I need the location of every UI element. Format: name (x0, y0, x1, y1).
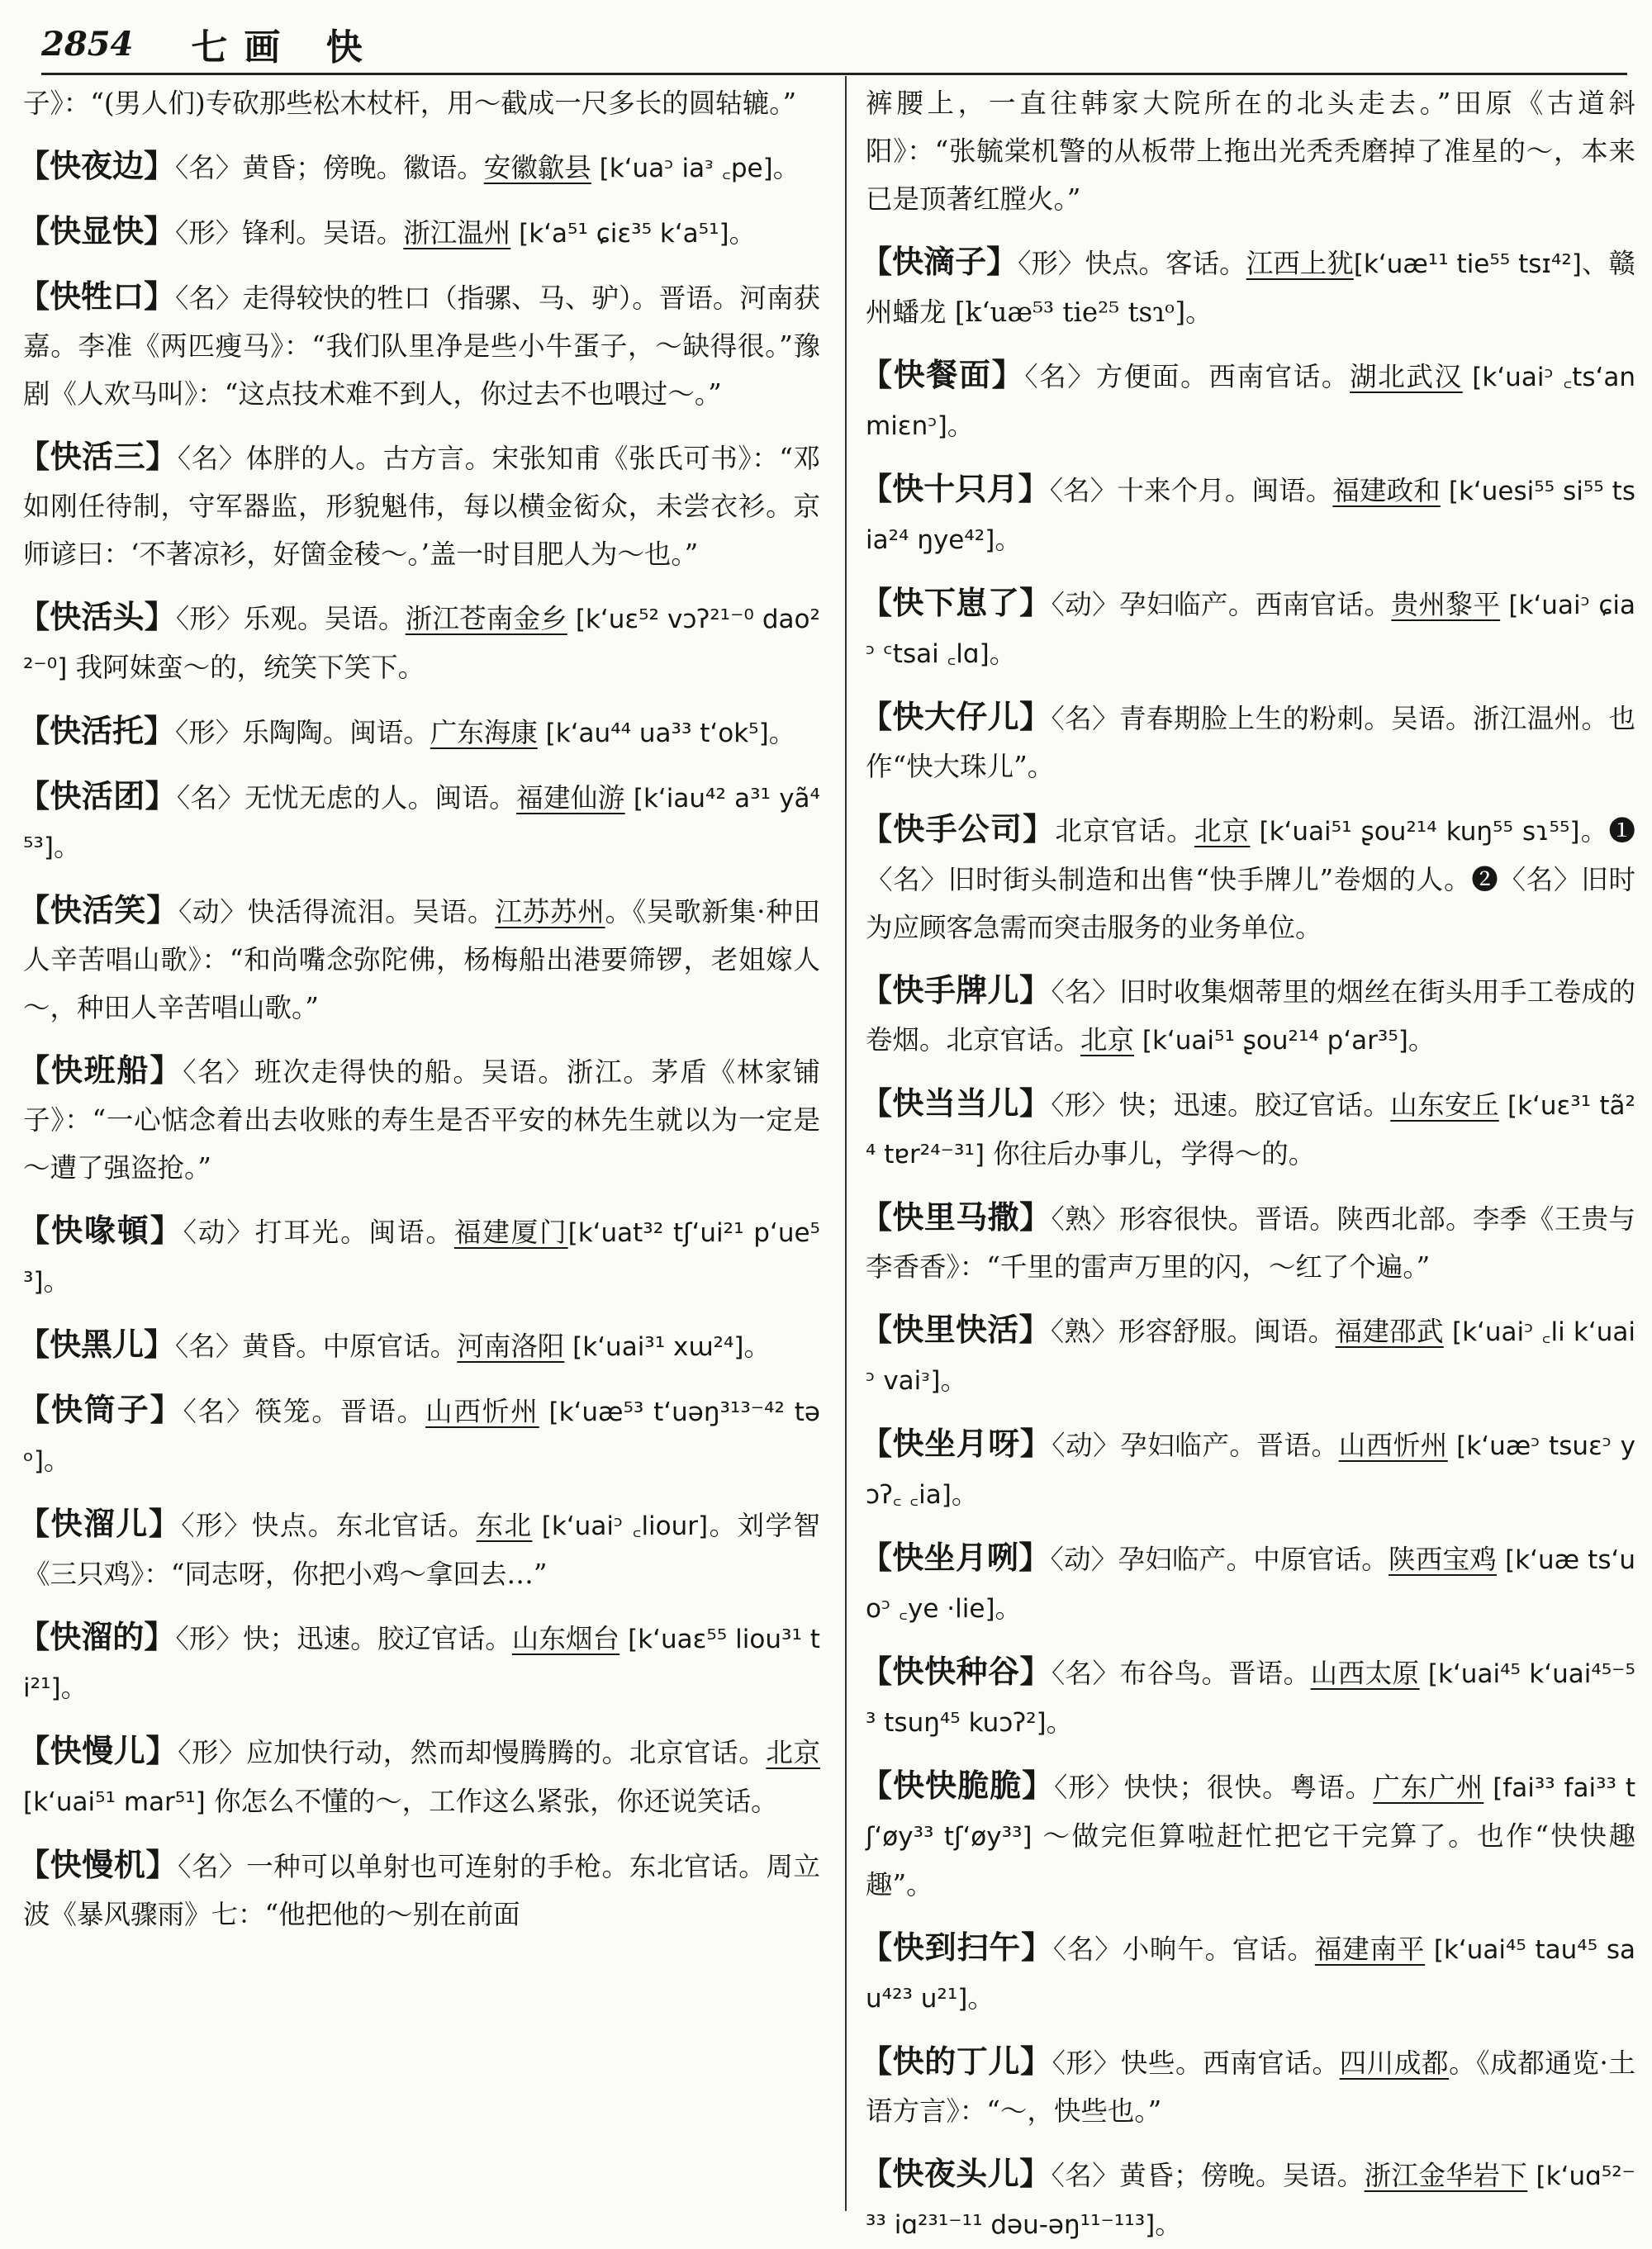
entry-remainder: 。《成都通览·土语方言》：“～，快些也。” (866, 2047, 1635, 2127)
dictionary-entry (18, 1321, 820, 1371)
entry-definition: 〈名〉黄昏；傍晚。吴语。 (1051, 2160, 1365, 2191)
entry-remainder: 。 (995, 524, 1022, 555)
entry-definition: 〈名〉青春期脸上生的粉刺。吴语。浙江温州。也作“快大珠儿”。 (866, 703, 1635, 782)
entry-headword: 【快手牌儿】 (861, 971, 1051, 1008)
entry-definition: 〈名〉班次走得快的船。吴语。浙江。茅盾《林家铺子》：“一心惦念着出去收账的寿生是否平安的林先生就以为一定是～遭了强盗抢。” (23, 1056, 820, 1184)
dictionary-entry (861, 1306, 1635, 1405)
entry-location: 浙江苍南金乡 (405, 603, 567, 634)
entry-continuation (866, 79, 1635, 223)
entry-pronunciation: [k‘uɛ⁵² vɔʔ²¹⁻⁰ dao²²⁻⁰] (23, 605, 820, 683)
entry-definition: 〈名〉无忧无虑的人。闽语。 (176, 782, 517, 814)
entry-headword: 【快快种谷】 (861, 1653, 1051, 1690)
entry-remainder: 。 (989, 638, 1017, 669)
entry-remainder: 。 (1408, 1024, 1436, 1056)
entry-remainder: ～做完佢算啦赶忙把它干完算了。也作“快快趣趣”。 (866, 1820, 1635, 1900)
entry-headword: 【快溜儿】 (18, 1505, 182, 1542)
entry-headword: 【快活头】 (18, 598, 176, 635)
entry-location: 山东烟台 (511, 1623, 620, 1654)
entry-headword: 【快筒子】 (18, 1391, 183, 1428)
entry-location: 北京 (1080, 1024, 1135, 1056)
entry-remainder: 你往后办事儿，学得～的。 (984, 1138, 1316, 1170)
entry-headword: 【快喙頓】 (18, 1212, 183, 1249)
entry-remainder: 。 (768, 717, 796, 748)
entry-headword: 【快到扫午】 (861, 1929, 1053, 1966)
entry-pronunciation: [k‘uai⁴⁵ tau⁴⁵ sau⁴²³ u²¹] (866, 1935, 1635, 2014)
entry-headword: 【快夜头儿】 (861, 2155, 1051, 2192)
dictionary-entry (18, 593, 820, 692)
entry-headword: 【快手公司】 (861, 810, 1056, 847)
page-number: 2854 (41, 24, 134, 64)
entry-remainder: 你怎么不懂的～，工作这么紧张，你还说笑话。 (205, 1786, 778, 1817)
entry-pronunciation: [k‘uaɛ⁵⁵ liou³¹ ti²¹] (23, 1625, 820, 1703)
entry-definition: 〈形〉快；迅速。胶辽官话。 (175, 1623, 512, 1654)
entry-remainder: 。 (995, 1592, 1023, 1624)
entry-definition: 〈名〉筷笼。晋语。 (183, 1396, 426, 1427)
dictionary-entry (18, 1500, 820, 1598)
entry-location: 福建仙游 (516, 782, 625, 814)
entry-headword: 【快里快活】 (861, 1311, 1051, 1348)
entry-headword: 【快坐月呀】 (861, 1425, 1052, 1462)
entry-headword: 【快牲口】 (18, 278, 176, 315)
entry-definition: 〈形〉快快；很快。粤语。 (1054, 1772, 1374, 1803)
entry-pronunciation: [k‘uesi⁵⁵ si⁵⁵ tsia²⁴ ŋye⁴²] (866, 477, 1635, 555)
entry-pronunciation: [k‘uat³² tʃ‘ui²¹ p‘ue⁵³] (23, 1218, 820, 1297)
entry-pronunciation: [k‘uai⁵¹ mar⁵¹] (23, 1787, 206, 1817)
entry-pronunciation: [k‘uaiᵓ ꜀ts‘an miɛnᵓ] (866, 363, 1635, 441)
entry-headword: 【快黑儿】 (18, 1326, 176, 1363)
entry-pronunciation: [k‘uaiᵓ ɕiaᵓ ᶜtsai ꜀lɑ] (866, 591, 1635, 669)
dictionary-entry (18, 433, 820, 578)
entry-pronunciation: [k‘uæ¹¹ tie⁵⁵ tsɪ⁴²] (1353, 249, 1582, 279)
dictionary-entry (861, 693, 1635, 790)
entry-remainder: 。 (60, 1672, 88, 1703)
page-header (41, 15, 1627, 75)
column-divider (845, 76, 847, 2211)
entry-definition: 〈熟〉形容舒服。闽语。 (1050, 1316, 1336, 1347)
entry-remainder: 。 (1155, 2209, 1182, 2240)
entry-remainder: 。刘学智《三只鸡》：“同志呀，你把小鸡～拿回去…” (23, 1510, 820, 1590)
entry-definition: 〈形〉快点。客话。 (1018, 248, 1246, 279)
entry-pronunciation: [k‘uai³¹ xɯ²⁴] (564, 1332, 744, 1362)
entry-remainder: 。 (967, 1982, 995, 2014)
entry-location: 河南洛阳 (457, 1331, 565, 1362)
entry-location: 东北 (476, 1510, 533, 1541)
entry-location: 福建邵武 (1335, 1316, 1444, 1347)
entry-headword: 【快夜边】 (18, 147, 176, 184)
entry-definition: 〈动〉快活得流泪。吴语。 (178, 896, 496, 928)
entry-remainder: 、赣州蟠龙 [k‘uæ⁵³ tie²⁵ tsɿᵒ]。 (866, 248, 1635, 328)
entry-headword: 【快班船】 (18, 1051, 183, 1089)
dictionary-entry (18, 207, 820, 258)
entry-remainder: 。 (940, 1364, 968, 1396)
entry-headword: 【快的丁儿】 (861, 2043, 1052, 2080)
entry-definition: 〈名〉小晌午。官话。 (1052, 1933, 1315, 1965)
entry-definition: 〈形〉乐观。吴语。 (175, 603, 406, 634)
entry-definition: 〈名〉体胖的人。古方言。宋张知甫《张氏可书》：“邓如刚任待制，守军器监，形貌魁伟，每以横金衒众，未尝衣衫。京师谚曰：‘不著凉衫，好箇金稜～。’盖一时目肥人为～也。” (23, 443, 820, 570)
entry-definition: 〈名〉布谷鸟。晋语。 (1051, 1658, 1311, 1689)
entry-location: 湖北武汉 (1350, 361, 1463, 392)
entry-headword: 【快显快】 (18, 212, 176, 249)
dictionary-entry (18, 1386, 820, 1485)
entry-location: 江苏苏州 (495, 896, 605, 928)
entry-location: 福建南平 (1314, 1933, 1426, 1965)
entry-location: 山西忻州 (1338, 1430, 1448, 1461)
entry-headword: 【快坐月咧】 (861, 1539, 1051, 1576)
entry-headword: 【快慢儿】 (18, 1732, 178, 1769)
entry-pronunciation: [k‘uɑ⁵²⁻³³ iɑ²³¹⁻¹¹ dəu-əŋ¹¹⁻¹¹³] (866, 2161, 1635, 2240)
entry-definition: 〈形〉锋利。吴语。 (175, 217, 404, 249)
entry-definition: 〈形〉乐陶陶。闽语。 (175, 717, 430, 748)
entry-pronunciation: [k‘uai⁵¹ ʂou²¹⁴ kuŋ⁵⁵ sɿ⁵⁵] (1250, 817, 1580, 847)
dictionary-entry (861, 1193, 1635, 1291)
entry-pronunciation: [k‘iau⁴² a³¹ yã⁴⁵³] (23, 784, 820, 862)
entry-pronunciation: [k‘uai⁴⁵ k‘uai⁴⁵⁻⁵³ tsuŋ⁴⁵ kuɔʔ²] (866, 1659, 1635, 1738)
entry-location: 四川成都 (1339, 2047, 1450, 2079)
entry-headword: 【快活三】 (18, 438, 178, 475)
dictionary-entry (861, 2038, 1635, 2135)
entry-remainder: 。 (729, 217, 757, 249)
dictionary-entry (18, 707, 820, 757)
entry-location: 福建厦门 (453, 1217, 568, 1248)
entry-definition: 〈形〉快；迅速。胶辽官话。 (1051, 1089, 1391, 1121)
entry-location: 山西忻州 (425, 1396, 539, 1427)
entry-definition: 〈熟〉形容很快。晋语。陕西北部。李季《王贵与李香香》：“千里的雷声万里的闪，～红了个遍。” (866, 1203, 1635, 1283)
entry-definition: 〈形〉快些。西南官话。 (1051, 2047, 1340, 2079)
entry-definition: 〈动〉孕妇临产。晋语。 (1051, 1430, 1339, 1461)
dictionary-entry (861, 1648, 1635, 1747)
dictionary-entry (861, 579, 1635, 678)
entry-pronunciation: [k‘uai⁵¹ ʂou²¹⁴ p‘ar³⁵] (1134, 1026, 1408, 1056)
left-column (18, 79, 820, 2218)
entry-definition: 子》：“(男人们)专砍那些松木杖杆，用～截成一尺多长的圆轱辘。” (23, 88, 797, 119)
entry-pronunciation: [k‘uæᵓ tsuɛᵓ yɔʔ꜀ ꜀ia] (866, 1431, 1635, 1510)
entry-headword: 【快大仔儿】 (861, 698, 1051, 735)
entry-headword: 【快慢机】 (18, 1846, 178, 1883)
entry-continuation (23, 79, 820, 127)
dictionary-entry (861, 966, 1635, 1065)
dictionary-entry (861, 2150, 1635, 2249)
dictionary-entry (18, 1727, 820, 1826)
entry-definition: 北京官话。 (1055, 815, 1194, 847)
entry-headword: 【快十只月】 (861, 470, 1050, 507)
entry-headword: 【快餐面】 (861, 356, 1025, 393)
entry-remainder: 。 (772, 152, 800, 183)
entry-remainder: 。 (43, 1265, 71, 1297)
dictionary-entry (861, 351, 1635, 450)
entry-location: 贵州黎平 (1391, 589, 1501, 620)
entry-pronunciation: [k‘a⁵¹ ɕiɛ³⁵ k‘a⁵¹] (510, 219, 729, 249)
entry-headword: 【快活团】 (18, 777, 177, 814)
entry-definition: 〈名〉十来个月。闽语。 (1049, 475, 1333, 506)
entry-remainder: 。 (53, 831, 81, 862)
entry-pronunciation: [k‘au⁴⁴ ua³³ t‘ok⁵] (537, 719, 769, 748)
entry-location: 广东海康 (430, 717, 538, 748)
entry-definition: 〈名〉旧时收集烟蒂里的烟丝在街头用手工卷成的卷烟。北京官话。 (866, 976, 1635, 1056)
entry-definition: 〈动〉孕妇临产。中原官话。 (1050, 1544, 1389, 1575)
dictionary-entry (861, 1079, 1635, 1179)
entry-headword: 【快里马撒】 (861, 1198, 1051, 1236)
entry-headword: 【快滴子】 (861, 243, 1018, 280)
entry-pronunciation: [k‘uaᵓ iaᵌ ꜀pe] (591, 154, 773, 183)
entry-definition: 〈名〉黄昏；傍晚。徽语。 (175, 152, 484, 183)
entry-remainder: 。 (951, 1478, 979, 1510)
entry-definition: 〈动〉孕妇临产。西南官话。 (1051, 589, 1392, 620)
entry-definition: 〈名〉一种可以单射也可连射的手枪。东北官话。周立波《暴风骤雨》七：“他把他的～别在前面 (23, 1851, 820, 1930)
entry-headword: 【快下崽了】 (861, 584, 1051, 621)
entry-location: 安徽歙县 (483, 152, 591, 183)
entry-location: 北京 (1194, 815, 1251, 847)
entry-remainder: 我阿妹蛮～的，统笑下笑下。 (67, 652, 425, 683)
entry-definition: 〈名〉黄昏。中原官话。 (175, 1331, 458, 1362)
dictionary-entry (18, 142, 820, 192)
entry-headword: 【快快脆脆】 (861, 1767, 1055, 1804)
entry-location: 北京 (766, 1737, 820, 1768)
entry-remainder: 。 (743, 1331, 771, 1362)
dictionary-entry (861, 465, 1635, 564)
entry-definition: 〈名〉方便面。西南官话。 (1024, 361, 1351, 392)
dictionary-entry (18, 772, 820, 871)
entry-definition: 〈形〉快点。东北官话。 (181, 1510, 477, 1541)
entry-location: 浙江温州 (403, 217, 511, 249)
dictionary-entry (18, 1841, 820, 1938)
entry-definition: 裤腰上，一直往韩家大院所在的北头走去。”田原《古道斜阳》：“张毓棠机警的从板带上拖出光秃秃磨掉了准星的～，本来已是顶著红膛火。” (866, 88, 1635, 215)
entry-location: 福建政和 (1332, 475, 1441, 506)
dictionary-entry (18, 886, 820, 1032)
dictionary-entry (861, 1534, 1635, 1633)
entry-pronunciation: [k‘uæ⁵³ t‘uəŋ³¹³⁻⁴² təᵒ] (23, 1397, 820, 1476)
dictionary-entry (18, 1613, 820, 1712)
entry-remainder: 。 (1046, 1706, 1074, 1738)
entry-remainder: 。 (43, 1445, 71, 1476)
entry-location: 山东安丘 (1390, 1089, 1499, 1121)
entry-headword: 【快活托】 (18, 712, 176, 749)
entry-definition: 〈动〉打耳光。闽语。 (183, 1217, 454, 1248)
dictionary-entry (18, 1046, 820, 1192)
entry-remainder: 。《吴歌新集·种田人辛苦唱山歌》：“和尚嘴念弥陀佛，杨梅船出港要筛锣，老姐嫁人～，种田人辛苦唱山歌。” (23, 896, 820, 1023)
entry-remainder: 。 (947, 410, 975, 441)
section-title: 七画 快 (191, 26, 379, 69)
entry-pronunciation: [k‘uaiᵓ ꜀liour] (532, 1511, 709, 1541)
entry-pronunciation: [k‘uæ ts‘uoᵓ ꜀ye ·lie] (866, 1545, 1635, 1624)
dictionary-entry (861, 1762, 1635, 1909)
entry-location: 陕西宝鸡 (1388, 1544, 1497, 1575)
dictionary-entry (18, 1207, 820, 1306)
entry-headword: 【快溜的】 (18, 1618, 176, 1655)
entry-remainder: 。❶〈名〉旧时街头制造和出售“快手牌儿”卷烟的人。❷〈名〉旧时为应顾客急需而突击服务的业务单位。 (866, 815, 1635, 943)
entry-headword: 【快当当儿】 (861, 1084, 1051, 1122)
right-column (861, 79, 1635, 2240)
entry-pronunciation: [fai³³ fai³³ tʃ‘øy³³ tʃ‘øy³³] (866, 1773, 1635, 1852)
dictionary-entry (861, 1924, 1635, 2023)
dictionary-entry (861, 805, 1635, 951)
dictionary-entry (18, 273, 820, 418)
entry-definition: 〈形〉应加快行动，然而却慢腾腾的。北京官话。 (178, 1737, 767, 1768)
entry-definition: 〈名〉走得较快的牲口（指骡、马、驴）。晋语。河南获嘉。李准《两匹瘦马》：“我们队里净是些小牛蛋子，～缺得很。”豫剧《人欢马叫》：“这点技术难不到人，你过去不也喂过～。” (23, 282, 820, 410)
entry-pronunciation: [k‘uɛ³¹ tã²⁴ tɐr²⁴⁻³¹] (866, 1091, 1635, 1170)
dictionary-entry (861, 1420, 1635, 1519)
entry-location: 浙江金华岩下 (1364, 2160, 1528, 2191)
dictionary-entry (861, 238, 1635, 336)
entry-headword: 【快活笑】 (18, 891, 178, 928)
entry-location: 广东广州 (1373, 1772, 1484, 1803)
entry-location: 江西上犹 (1246, 248, 1354, 279)
entry-location: 山西太原 (1310, 1658, 1420, 1689)
entry-pronunciation: [k‘uaiᵓ ꜀li k‘uaiᵓ vaiᵌ] (866, 1317, 1635, 1396)
